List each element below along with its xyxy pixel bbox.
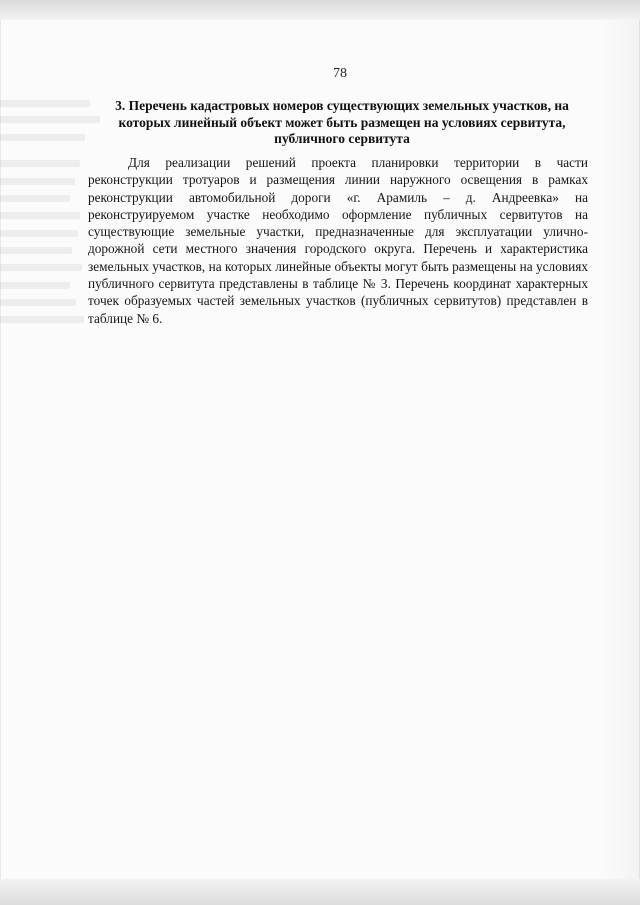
section-heading: 3. Перечень кадастровых номеров существующих земельных участков, на которых линейный объект может быть размещен на условиях сервитута, публичного сервитута — [115, 98, 569, 146]
scan-right-shadow — [600, 20, 640, 880]
scan-top-edge — [0, 0, 640, 20]
page-number: 78 — [333, 66, 347, 81]
bleed-through-line — [0, 299, 76, 306]
bleed-through-line — [0, 160, 80, 167]
bleed-through-line — [0, 316, 84, 323]
bleed-through-line — [0, 195, 70, 202]
scan-bottom-edge — [0, 879, 640, 905]
bleed-through-line — [0, 282, 70, 289]
bleed-through-line — [0, 100, 90, 107]
bleed-through-line — [0, 247, 72, 254]
bleed-through-line — [0, 230, 78, 237]
bleed-through-line — [0, 116, 100, 123]
bleed-through-line — [0, 212, 80, 219]
bleed-through-line — [0, 178, 75, 185]
bleed-through-line — [0, 264, 82, 271]
body-paragraph: Для реализации решений проекта планировки территории в части реконструкции тротуаров и размещения линии наружного освещения в рамках реконструкции автомобильной дороги «г. Арамиль – д. Андреевка» на реконструируемом участке необходимо оформление публичных сервитутов на существующие земельные участки, предназначенные для эксплуатации улично-дорожной сети местного значения городского округа. Перечень и характеристика земельных участков, на которых линейные объекты могут быть размещены на условиях публичного сервитута представлены в таблице № 3. Перечень координат характерных точек образуемых частей земельных участков (публичных сервитутов) представлен в таблице № 6. — [88, 155, 588, 326]
bleed-through-line — [0, 134, 85, 141]
